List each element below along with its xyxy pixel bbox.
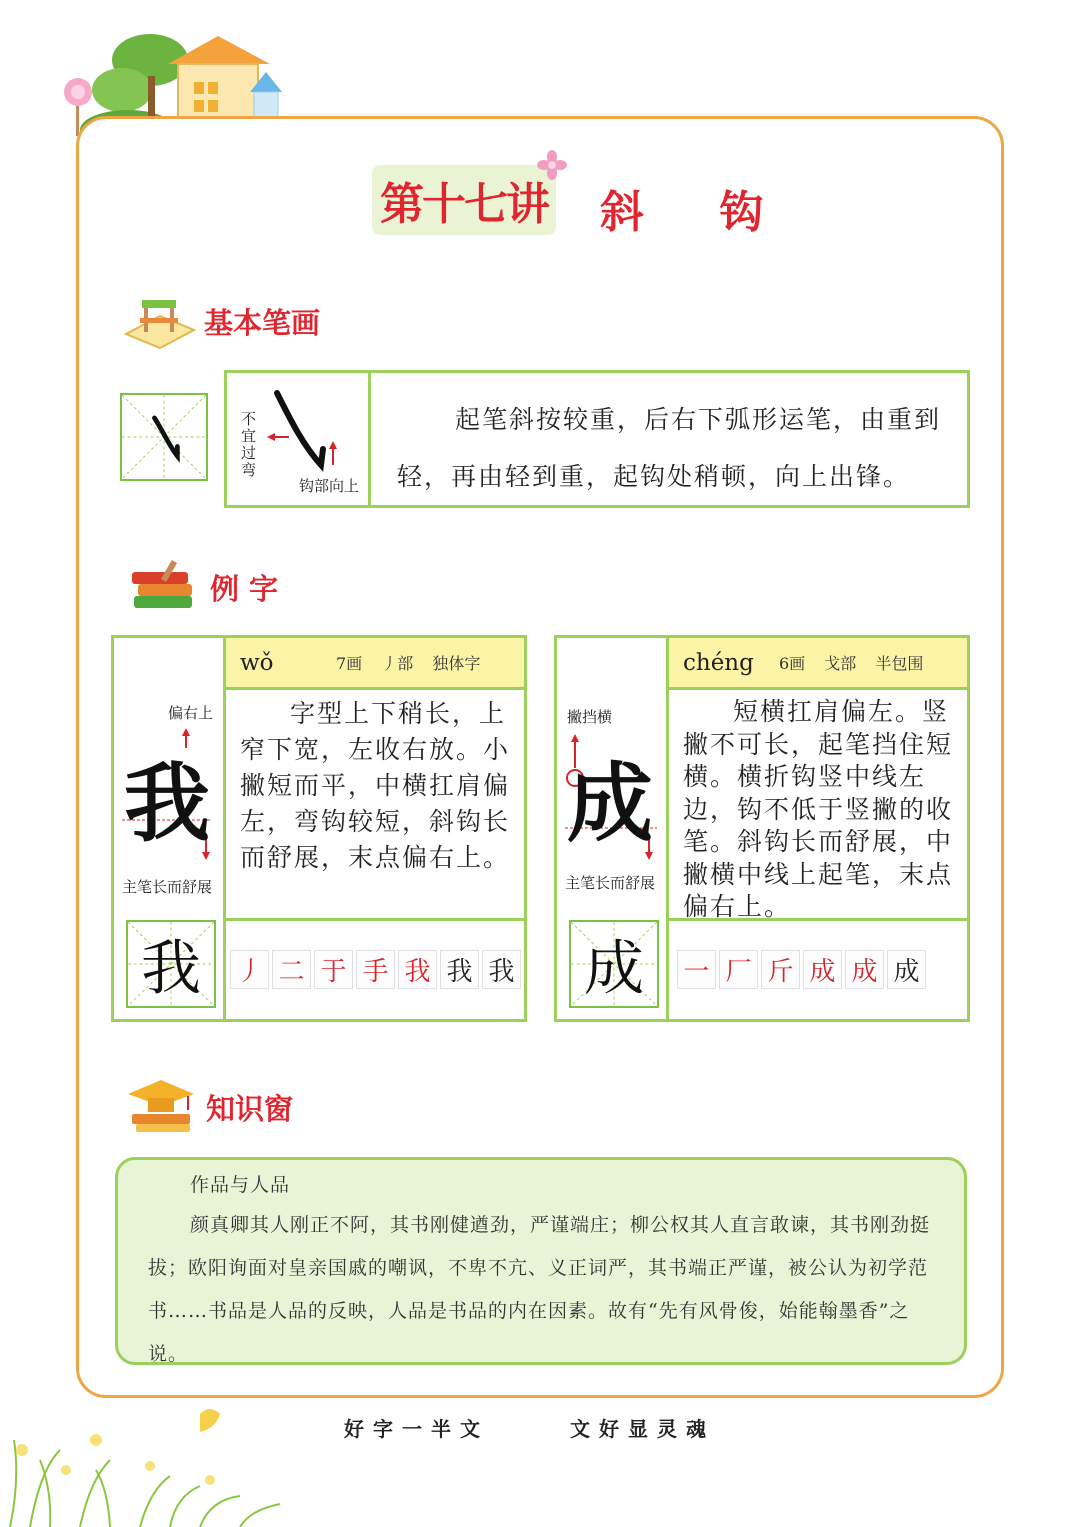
example-card-cheng xyxy=(554,635,970,1022)
stroke-order-row xyxy=(669,924,967,1022)
section-knowledge-header xyxy=(122,1076,293,1138)
pinyin: wǒ xyxy=(240,649,274,676)
note-bottom: 主笔长而舒展 xyxy=(122,878,213,896)
stroke-order-step: 我 xyxy=(440,950,479,989)
grid-char: 成 xyxy=(584,934,644,1004)
section-knowledge-title: 知识窗 xyxy=(206,1091,294,1126)
stroke-side-note: 不宜过弯 xyxy=(241,410,257,479)
section-examples-title: 例 字 xyxy=(210,571,279,606)
footer-right-text: 文好显灵魂 xyxy=(570,1417,715,1441)
stroke-order-step: 我 xyxy=(482,950,521,989)
knowledge-body: 颜真卿其人刚正不阿，其书刚健遒劲，严谨端庄；柳公权其人直言敢谏，其书刚劲挺拔；欧阳询面对皇亲国戚的嘲讽，不卑不亢、义正词严，其书端正严谨，被公认为初学范书……书品是人品的反映，人品是书品的内在因素。故有“先有风骨俊，始能翰墨香”之说。 xyxy=(148,1214,931,1365)
card-header xyxy=(226,638,524,690)
grid-char: 我 xyxy=(141,934,201,1004)
knowledge-title: 作品与人品 xyxy=(190,1174,291,1196)
card-left-column xyxy=(557,638,669,1019)
note-top: 偏右上 xyxy=(168,704,214,722)
example-char-grid xyxy=(126,920,216,1008)
example-char-large: 成 xyxy=(567,753,653,854)
stroke-sample-grid xyxy=(120,393,208,481)
stroke-order-step: 丿 xyxy=(230,950,269,989)
footer-left-text: 好字一半文 xyxy=(344,1417,489,1441)
stroke-order-step: 成 xyxy=(803,950,842,989)
char-meta: 6画 戈部 半包围 xyxy=(779,654,924,673)
knowledge-box xyxy=(115,1157,967,1365)
description-text: 字型上下稍长，上窄下宽，左收右放。小撇短而平，中横扛肩偏左，弯钩较短，斜钩长而舒展，末点偏右上。 xyxy=(240,699,511,872)
stroke-demo xyxy=(227,373,371,505)
stroke-order-step: 成 xyxy=(887,950,926,989)
desk-icon xyxy=(120,290,198,352)
flower-icon xyxy=(537,150,567,180)
stroke-order-step: 于 xyxy=(314,950,353,989)
char-meta: 7画 丿部 独体字 xyxy=(336,654,481,673)
stroke-order-step: 斤 xyxy=(761,950,800,989)
card-header xyxy=(669,638,967,690)
stroke-order-step: 手 xyxy=(356,950,395,989)
stroke-description: 起笔斜按较重，后右下弧形运笔，由重到轻，再由轻到重，起钩处稍顿，向上出锋。 xyxy=(397,405,942,491)
graduation-cap-icon xyxy=(122,1076,200,1138)
stroke-bottom-note: 钩部向上 xyxy=(299,477,360,495)
note-bottom: 主笔长而舒展 xyxy=(565,874,656,892)
example-card-wo xyxy=(111,635,527,1022)
stroke-order-step: 二 xyxy=(272,950,311,989)
description-text: 短横扛肩偏左。竖撇不可长，起笔挡住短横。横折钩竖中线左边，钩不低于竖撇的收笔。斜钩长而舒展，中撇横中线上起笔，末点偏右上。 xyxy=(683,697,954,921)
section-examples-header xyxy=(126,556,278,618)
stroke-order-step: 厂 xyxy=(719,950,758,989)
basic-stroke-box xyxy=(224,370,970,508)
stroke-order-step: 成 xyxy=(845,950,884,989)
example-char-grid xyxy=(569,920,659,1008)
grass-illustration xyxy=(0,1400,320,1527)
lecture-title: 第十七讲 xyxy=(380,179,548,230)
card-description xyxy=(669,690,967,921)
stroke-order-step: 一 xyxy=(677,950,716,989)
example-char-large: 我 xyxy=(124,753,210,854)
stroke-order-step: 我 xyxy=(398,950,437,989)
stroke-title: 斜 钩 xyxy=(600,187,794,238)
card-left-column xyxy=(114,638,226,1019)
lecture-title-box xyxy=(372,165,556,235)
section-basic-title: 基本笔画 xyxy=(204,305,321,340)
pinyin: chéng xyxy=(683,649,754,676)
card-description xyxy=(226,690,524,921)
books-icon xyxy=(126,556,204,618)
stroke-order-row xyxy=(226,924,524,1022)
section-basic-header xyxy=(120,290,320,352)
note-top: 撇挡横 xyxy=(567,708,613,726)
